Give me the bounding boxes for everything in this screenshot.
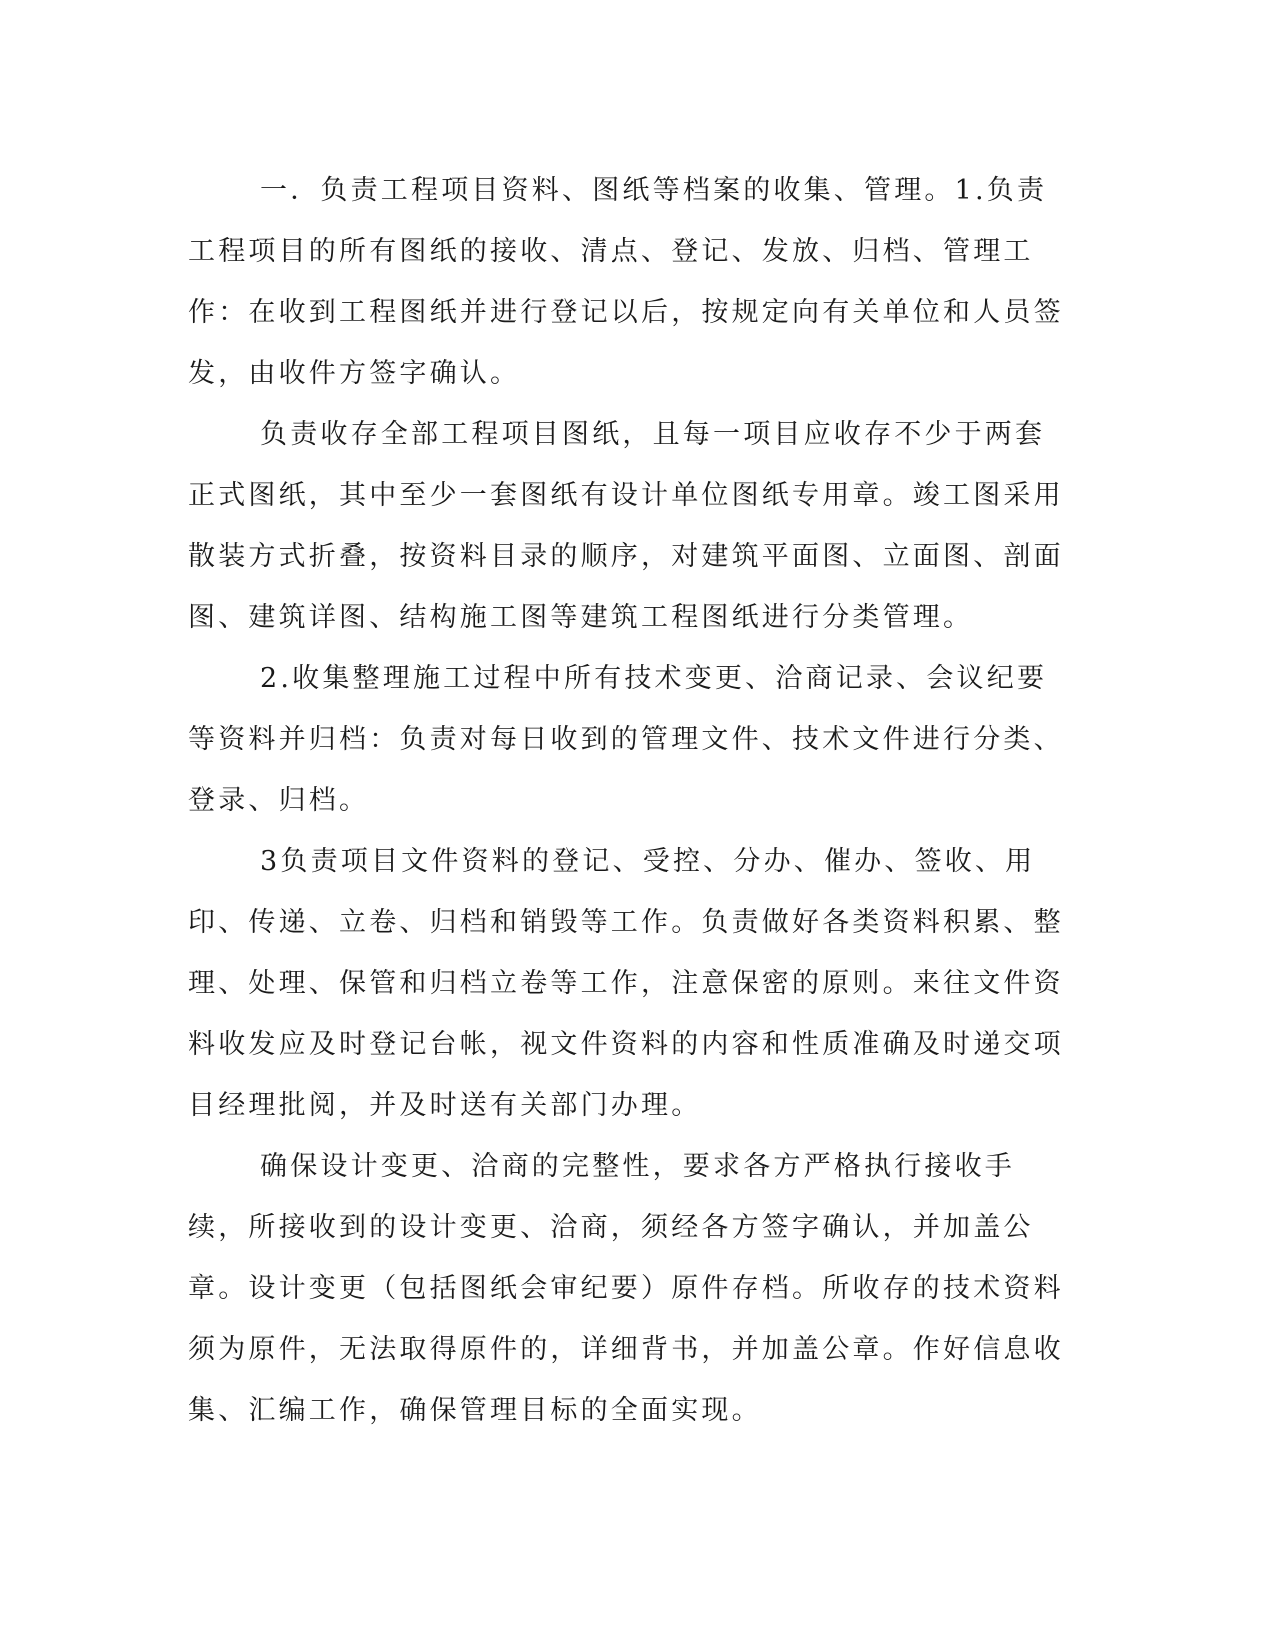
paragraph-5: 确保设计变更、洽商的完整性，要求各方严格执行接收手续，所接收到的设计变更、洽商，须经各方签字确认，并加盖公章。设计变更（包括图纸会审纪要）原件存档。所收存的技术资料须为原件，无法取得原件的，详细背书，并加盖公章。作好信息收集、汇编工作，确保管理目标的全面实现。 <box>188 1151 1064 1426</box>
paragraph-3: 2.收集整理施工过程中所有技术变更、洽商记录、会议纪要等资料并归档：负责对每日收到的管理文件、技术文件进行分类、登录、归档。 <box>188 663 1064 816</box>
paragraph-4: 3负责项目文件资料的登记、受控、分办、催办、签收、用印、传递、立卷、归档和销毁等工作。负责做好各类资料积累、整理、处理、保管和归档立卷等工作，注意保密的原则。来往文件资料收发应及时登记台帐，视文件资料的内容和性质准确及时递交项目经理批阅，并及时送有关部门办理。 <box>188 846 1064 1121</box>
paragraph-2: 负责收存全部工程项目图纸，且每一项目应收存不少于两套正式图纸，其中至少一套图纸有设计单位图纸专用章。竣工图采用散装方式折叠，按资料目录的顺序，对建筑平面图、立面图、剖面图、建筑详图、结构施工图等建筑工程图纸进行分类管理。 <box>188 419 1064 633</box>
document-body <box>188 160 1068 1441</box>
paragraph-1: 一．负责工程项目资料、图纸等档案的收集、管理。1.负责工程项目的所有图纸的接收、清点、登记、发放、归档、管理工作：在收到工程图纸并进行登记以后，按规定向有关单位和人员签发，由收件方签字确认。 <box>188 175 1064 389</box>
